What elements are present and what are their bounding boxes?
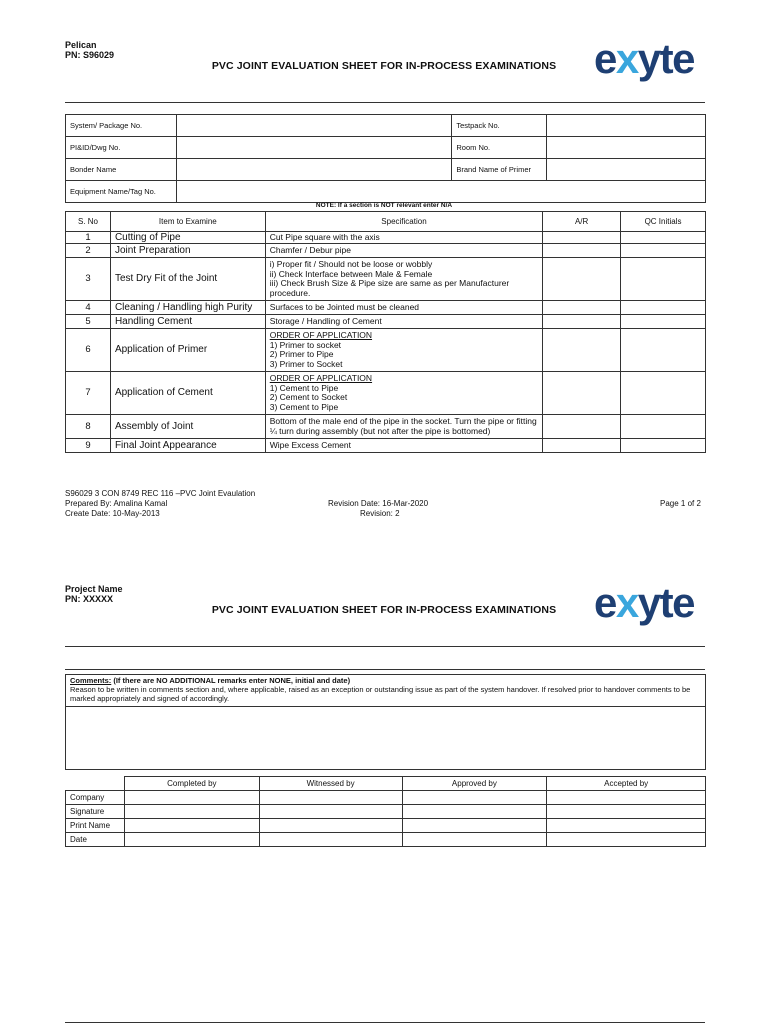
item-to-examine: Test Dry Fit of the Joint — [110, 258, 265, 301]
spec-heading: ORDER OF APPLICATION — [269, 373, 373, 383]
specification — [265, 232, 543, 244]
specification — [265, 301, 543, 315]
create-date: Create Date: 10-May-2013 — [65, 509, 160, 518]
item-to-examine: Final Joint Appearance — [110, 439, 265, 453]
row-number: 6 — [66, 329, 111, 372]
spec-line: i) Proper fit / Should not be loose or wobbly — [269, 259, 433, 269]
spec-line: 1) Cement to Pipe — [269, 382, 339, 393]
examination-table — [65, 211, 706, 453]
signoff-column-header: Completed by — [124, 777, 259, 791]
qc-initials-field[interactable] — [621, 315, 706, 329]
specification — [265, 329, 543, 372]
specification — [265, 439, 543, 453]
qc-initials-field[interactable] — [621, 244, 706, 258]
spec-line: iii) Check Brush Size & Pipe size are same as per Manufacturer procedure. — [269, 278, 510, 298]
exam-row — [66, 232, 706, 244]
row-number: 3 — [66, 258, 111, 301]
comments-instructions: Reason to be written in comments section and, where applicable, raised as an exception or outstanding issue as part of the system handover. If resolved prior to handover comments to be marked appropriately and signed of accordingly. — [70, 685, 691, 703]
testpack-field[interactable] — [547, 115, 706, 137]
spec-line: Chamfer / Debur pipe — [269, 244, 351, 255]
header-divider — [65, 102, 705, 103]
page-title-2: PVC JOINT EVALUATION SHEET FOR IN-PROCESS EXAMINATIONS — [211, 604, 557, 616]
primer-brand-label: Brand Name of Primer — [452, 159, 547, 181]
pid-dwg-field[interactable] — [176, 137, 452, 159]
row-number: 9 — [66, 439, 111, 453]
exyte-logo: exyte — [594, 35, 694, 82]
spec-heading: ORDER OF APPLICATION — [269, 330, 373, 340]
signoff-field[interactable] — [259, 819, 402, 833]
comments-top-rule — [65, 669, 705, 670]
room-field[interactable] — [547, 137, 706, 159]
signoff-field[interactable] — [124, 805, 259, 819]
doc-reference: S96029 3 CON 8749 REC 116 –PVC Joint Evaulation — [65, 489, 256, 498]
signoff-row — [66, 805, 706, 819]
qc-initials-field[interactable] — [621, 329, 706, 372]
exam-row — [66, 329, 706, 372]
header-divider-2 — [65, 646, 705, 647]
spec-line: 1) Primer to socket — [269, 339, 342, 350]
row-number: 1 — [66, 232, 111, 244]
signoff-field[interactable] — [124, 833, 259, 847]
signoff-row-label: Company — [66, 791, 125, 805]
col-header-ar: A/R — [543, 212, 621, 232]
exam-row — [66, 315, 706, 329]
col-header-item: Item to Examine — [110, 212, 265, 232]
item-to-examine: Application of Primer — [110, 329, 265, 372]
signoff-row — [66, 819, 706, 833]
ar-field[interactable] — [543, 232, 621, 244]
info-table — [65, 114, 706, 203]
revision-number: Revision: 2 — [360, 509, 400, 518]
signoff-field[interactable] — [547, 819, 706, 833]
exyte-logo-2: exyte — [594, 579, 694, 626]
spec-line: 3) Primer to Socket — [269, 358, 343, 369]
signoff-field[interactable] — [259, 805, 402, 819]
signoff-corner — [66, 777, 125, 791]
signoff-row-label: Signature — [66, 805, 125, 819]
spec-line: Surfaces to be Jointed must be cleaned — [269, 301, 420, 312]
signoff-row-label: Print Name — [66, 819, 125, 833]
signoff-column-header: Approved by — [402, 777, 547, 791]
signoff-field[interactable] — [547, 805, 706, 819]
comments-area[interactable] — [65, 706, 706, 770]
revision-date: Revision Date: 16-Mar-2020 — [328, 499, 429, 508]
item-to-examine: Application of Cement — [110, 372, 265, 415]
row-number: 5 — [66, 315, 111, 329]
qc-initials-field[interactable] — [621, 301, 706, 315]
signoff-field[interactable] — [547, 791, 706, 805]
specification — [265, 258, 543, 301]
ar-field[interactable] — [543, 244, 621, 258]
item-to-examine: Handling Cement — [110, 315, 265, 329]
exam-row — [66, 439, 706, 453]
signoff-field[interactable] — [402, 805, 547, 819]
signoff-field[interactable] — [124, 791, 259, 805]
specification — [265, 415, 543, 439]
signoff-column-header: Accepted by — [547, 777, 706, 791]
ar-field[interactable] — [543, 301, 621, 315]
signoff-table — [65, 776, 706, 847]
pid-dwg-label: PI&ID/Dwg No. — [66, 137, 177, 159]
ar-field[interactable] — [543, 372, 621, 415]
spec-line: Bottom of the male end of the pipe in the socket. Turn the pipe or fitting ¼ turn during assembly (but not after the pipe is bottomed) — [269, 416, 537, 436]
specification — [265, 372, 543, 415]
spec-line: Wipe Excess Cement — [269, 439, 351, 450]
bonder-field[interactable] — [176, 159, 452, 181]
page-number: Page 1 of 2 — [660, 499, 701, 508]
bottom-rule — [65, 1022, 705, 1023]
na-note: NOTE: If a section is NOT relevant enter N/A — [315, 202, 453, 209]
client-name: Pelican — [65, 40, 97, 50]
row-number: 8 — [66, 415, 111, 439]
ar-field[interactable] — [543, 258, 621, 301]
signoff-field[interactable] — [259, 791, 402, 805]
qc-initials-field[interactable] — [621, 415, 706, 439]
comments-heading: Comments: (If there are NO ADDITIONAL remarks enter NONE, initial and date) — [70, 676, 351, 685]
room-label: Room No. — [452, 137, 547, 159]
item-to-examine: Cleaning / Handling high Purity — [110, 301, 265, 315]
spec-line: Cut Pipe square with the axis — [269, 231, 380, 242]
system-package-field[interactable] — [176, 115, 452, 137]
exam-row — [66, 258, 706, 301]
row-number: 7 — [66, 372, 111, 415]
project-name: Project Name — [65, 584, 123, 594]
exam-row — [66, 301, 706, 315]
page-title: PVC JOINT EVALUATION SHEET FOR IN-PROCESS EXAMINATIONS — [211, 60, 557, 72]
qc-initials-field[interactable] — [621, 439, 706, 453]
spec-line: ii) Check Interface between Male & Female — [269, 268, 433, 279]
exam-row — [66, 372, 706, 415]
signoff-row-label: Date — [66, 833, 125, 847]
specification — [265, 315, 543, 329]
col-header-spec: Specification — [265, 212, 543, 232]
ar-field[interactable] — [543, 315, 621, 329]
signoff-field[interactable] — [259, 833, 402, 847]
comments-header-box — [65, 674, 706, 707]
signoff-field[interactable] — [402, 791, 547, 805]
ar-field[interactable] — [543, 329, 621, 372]
primer-brand-field[interactable] — [547, 159, 706, 181]
spec-line: 2) Cement to Socket — [269, 392, 348, 402]
bonder-label: Bonder Name — [66, 159, 177, 181]
col-header-sno: S. No — [66, 212, 111, 232]
item-to-examine: Cutting of Pipe — [110, 232, 265, 244]
project-number: PN: S96029 — [65, 50, 115, 60]
exam-row — [66, 244, 706, 258]
item-to-examine: Joint Preparation — [110, 244, 265, 258]
signoff-field[interactable] — [402, 819, 547, 833]
project-number-2: PN: XXXXX — [65, 594, 114, 604]
signoff-column-header: Witnessed by — [259, 777, 402, 791]
qc-initials-field[interactable] — [621, 258, 706, 301]
signoff-field[interactable] — [547, 833, 706, 847]
signoff-field[interactable] — [402, 833, 547, 847]
prepared-by: Prepared By: Amalina Kamal — [65, 499, 168, 508]
signoff-row — [66, 791, 706, 805]
specification — [265, 244, 543, 258]
spec-line: Storage / Handling of Cement — [269, 315, 382, 326]
signoff-row — [66, 833, 706, 847]
qc-initials-field[interactable] — [621, 232, 706, 244]
ar-field[interactable] — [543, 439, 621, 453]
exam-row — [66, 415, 706, 439]
spec-line: 2) Primer to Pipe — [269, 349, 334, 359]
signoff-field[interactable] — [124, 819, 259, 833]
ar-field[interactable] — [543, 415, 621, 439]
testpack-label: Testpack No. — [452, 115, 547, 137]
equipment-label: Equipment Name/Tag No. — [66, 181, 177, 203]
item-to-examine: Assembly of Joint — [110, 415, 265, 439]
col-header-qc: QC Initials — [621, 212, 706, 232]
row-number: 4 — [66, 301, 111, 315]
row-number: 2 — [66, 244, 111, 258]
qc-initials-field[interactable] — [621, 372, 706, 415]
system-package-label: System/ Package No. — [66, 115, 177, 137]
equipment-field[interactable] — [176, 181, 705, 203]
spec-line: 3) Cement to Pipe — [269, 401, 339, 412]
